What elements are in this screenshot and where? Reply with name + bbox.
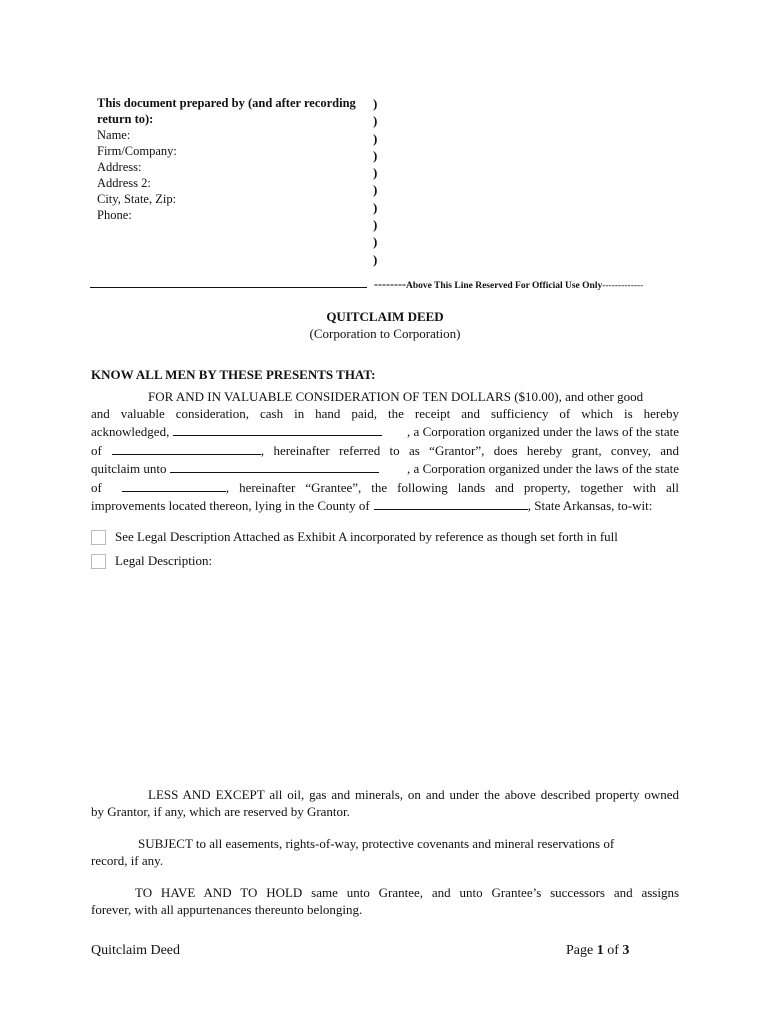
subject-line-1: SUBJECT to all easements, rights-of-way, protective covenants and mineral reservations of: [138, 836, 615, 851]
current-page: 1: [596, 943, 604, 958]
reserved-dashes: --------: [374, 277, 406, 291]
grantor-corp-text: , a Corporation organized under the laws of the state: [407, 424, 679, 439]
of-text-2: of: [91, 479, 102, 495]
acknowledged-text: acknowledged,: [91, 424, 170, 439]
reserved-tail: -------------: [602, 281, 644, 291]
of-text: of: [91, 442, 102, 458]
grantor-name-blank[interactable]: [173, 422, 382, 436]
exhibit-checkbox[interactable]: [91, 530, 106, 545]
preparer-heading-cont: return to):: [97, 112, 154, 126]
paren: ): [373, 113, 378, 129]
legal-description-checkbox[interactable]: [91, 554, 106, 569]
grantor-referred-text: , hereinafter referred to as “Grantor”, does hereby grant, convey, and: [260, 442, 679, 458]
address2-label: Address 2:: [97, 176, 151, 190]
county-blank[interactable]: [374, 496, 528, 510]
less-line-2: by Grantor, if any, which are reserved by Grantor.: [91, 803, 350, 819]
address-label: Address:: [97, 160, 142, 174]
consideration-line-2: and valuable consideration, cash in hand paid, the receipt and sufficiency of which is hereby: [91, 405, 679, 421]
paren: ): [373, 165, 378, 181]
habendum-paragraph: [91, 885, 679, 918]
grantee-state-blank[interactable]: [122, 478, 226, 492]
exhibit-option[interactable]: [91, 529, 618, 545]
phone-label: Phone:: [97, 208, 132, 222]
paren: ): [373, 251, 378, 267]
consideration-paragraph: [91, 389, 679, 515]
state-towit-text: , State Arkansas, to-wit:: [527, 498, 653, 513]
habendum-line-2: forever, with all appurtenances thereunto belonging.: [91, 901, 363, 917]
less-and-except-paragraph: [91, 787, 679, 820]
know-all-men-heading: KNOW ALL MEN BY THESE PRESENTS THAT:: [91, 367, 376, 382]
city-state-zip-label: City, State, Zip:: [97, 192, 177, 206]
bracket-column: [373, 95, 385, 268]
paren: ): [373, 96, 378, 111]
subject-line-2: record, if any.: [91, 852, 164, 868]
subject-to-paragraph: [91, 836, 679, 869]
name-label: Name:: [97, 128, 131, 142]
consideration-line-1: FOR AND IN VALUABLE CONSIDERATION OF TEN DOLLARS ($10.00), and other good: [148, 389, 644, 404]
document-subtitle: (Corporation to Corporation): [309, 326, 461, 341]
preparer-block: [97, 95, 367, 223]
page-label: Page: [566, 943, 594, 958]
less-line-1: LESS AND EXCEPT all oil, gas and minerals, on and under the above described property owned: [148, 787, 679, 802]
paren: ): [373, 182, 378, 198]
legal-description-label: Legal Description:: [115, 553, 213, 568]
document-title: QUITCLAIM DEED: [326, 309, 444, 324]
legal-description-option[interactable]: [91, 553, 212, 569]
grantee-name-blank[interactable]: [170, 459, 379, 473]
footer-document-name: Quitclaim Deed: [91, 943, 181, 958]
firm-label: Firm/Company:: [97, 144, 177, 158]
reserved-text: Above This Line Reserved For Official Use Only: [405, 281, 603, 291]
county-lead-text: improvements located thereon, lying in the County of: [91, 498, 370, 513]
total-pages: 3: [622, 943, 630, 958]
of-label: of: [607, 943, 619, 958]
recording-divider-line: [90, 287, 367, 288]
paren: ): [373, 234, 378, 250]
grantee-corp-text: , a Corporation organized under the laws of the state: [407, 461, 679, 476]
paren: ): [373, 217, 378, 233]
preparer-heading: This document prepared by (and after recording: [97, 96, 356, 110]
exhibit-label: See Legal Description Attached as Exhibit A incorporated by reference as though set forth in full: [115, 529, 618, 544]
paren: ): [373, 199, 378, 215]
footer-page-number: [566, 943, 629, 959]
quitclaim-unto-text: quitclaim unto: [91, 461, 167, 476]
reserved-line-note: [374, 277, 643, 292]
paren: ): [373, 147, 378, 163]
grantor-state-blank[interactable]: [112, 441, 261, 455]
grantee-referred-text: , hereinafter “Grantee”, the following lands and property, together with all: [225, 479, 679, 495]
habendum-line-1: TO HAVE AND TO HOLD same unto Grantee, and unto Grantee’s successors and assigns: [135, 885, 679, 900]
paren: ): [373, 130, 378, 146]
